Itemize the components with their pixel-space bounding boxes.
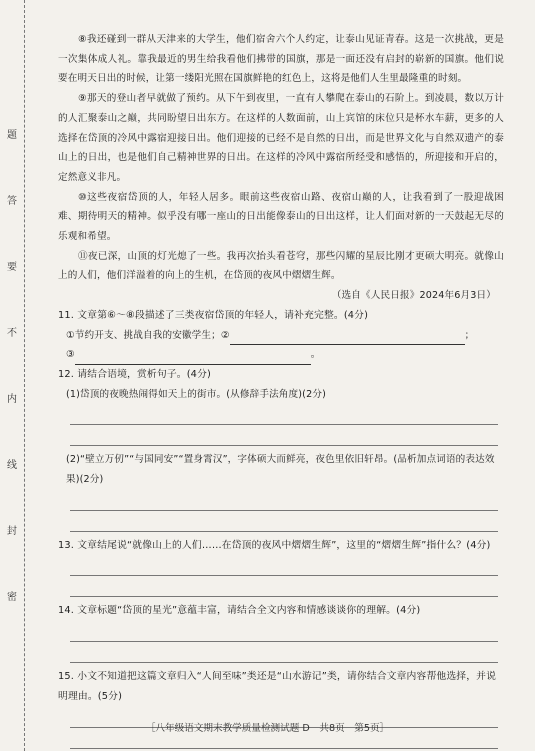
article-source: （选自《人民日报》2024年6月3日） (331, 290, 496, 302)
q11-item-3: ③ (66, 349, 75, 361)
q12-subquestion-1: (1)岱顶的夜晚热闹得如天上的街市。(从修辞手法角度)(2分) (66, 388, 326, 400)
question-15: 15. 小文不知道把这篇文章归入“人间至味”类还是“山水游记”类，请你结合文章内容帮他选择，并说明理由。(5分) (58, 671, 497, 702)
q12-1-answer-line-1[interactable] (70, 404, 498, 425)
margin-char-6: 线 (7, 460, 17, 471)
exam-content (58, 30, 504, 749)
q12-subquestion-2: (2)“壁立万仞”“与国同安”“置身霄汉”，字体硕大而鲜亮，夜色里依旧轩昂。(品析加点词语的表达效果)(2分) (66, 454, 495, 486)
q14-answer-line-1[interactable] (70, 621, 498, 642)
q11-item-1: ①节约开支、挑战自我的安徽学生；② (66, 329, 230, 341)
margin-char-4: 不 (7, 328, 17, 339)
margin-char-8: 密 (7, 592, 17, 603)
margin-char-3: 要 (7, 262, 17, 273)
article-paragraph-8: ⑧我还碰到一群从天津来的大学生，他们宿舍六个人约定，让泰山见证青春。这是一次挑战，更是一次集体成人礼。靠我最近的男生给我看他们拂带的国旗，那是一面还没有启封的崭新的国旗。他们说要在明天日出的时候，让第一缕阳光照在国旗鲜艳的红色上，这将是他们人生里最隆重的时刻。 (58, 34, 504, 85)
q11-row-2 (66, 345, 504, 365)
page-footer: ［八年级语文期末教学质量检测试题 D 共8页 第5页］ (145, 723, 390, 734)
q11-answer-blank-3[interactable] (75, 354, 311, 365)
q12-2-answer-line-1[interactable] (70, 490, 498, 511)
q11-item-3-end: 。 (310, 349, 321, 361)
question-13: 13. 文章结尾说“就像山上的人们……在岱顶的夜风中熠熠生辉”，这里的“熠熠生辉”指什么？(4分) (58, 539, 491, 551)
question-11: 11. 文章第⑥～⑧段描述了三类夜宿岱顶的年轻人，请补充完整。(4分) (58, 309, 369, 321)
margin-char-7: 封 (7, 526, 17, 537)
question-12: 12. 请结合语境，赏析句子。(4分) (58, 368, 211, 380)
q11-item-1-end: ； (464, 329, 475, 341)
binding-dashed-line (24, 0, 25, 751)
article-paragraph-10: ⑩这些夜宿岱顶的人，年轻人居多。眼前这些夜宿山路、夜宿山巅的人，让我看到了一股迎战困难、期待明天的精神。似乎没有哪一座山的日出能像泰山的日出这样，让人们面对新的一天鼓起无尽的乐观和希望。 (58, 191, 504, 243)
q13-answer-line-1[interactable] (70, 555, 498, 576)
margin-char-1: 题 (7, 130, 17, 141)
article-paragraph-11: ⑪夜已深，山顶的灯光熄了一些。我再次抬头看苍穹，那些闪耀的星辰比刚才更硕大明亮。就像山上的人们，他们洋溢着的向上的生机，在岱顶的夜风中熠熠生辉。 (58, 250, 504, 282)
margin-char-2: 答 (7, 196, 17, 207)
margin-char-5: 内 (7, 394, 17, 405)
article-paragraph-9: ⑨那天的登山者早就做了预约。从下午到夜里，一直有人攀爬在泰山的石阶上。到凌晨，数以万计的人汇聚泰山之巅，共同盼望日出东方。在这样的人数面前，山上宾馆的床位只是杯水车薪，更多的人选择在岱顶的冷风中露宿迎接日出。他们迎接的已经不是自然的日出，而是世界文化与自然双遗产的泰山上的日出，也是他们自己精神世界的日出。在这样的冷风中露宿所经受和感悟的，所迎接和开启的，定然意义非凡。 (58, 93, 504, 183)
q12-1-answer-line-2[interactable] (70, 425, 498, 446)
q11-answer-blank-2[interactable] (230, 334, 465, 345)
question-14: 14. 文章标题“岱顶的星光”意蕴丰富，请结合全文内容和情感谈谈你的理解。(4分) (58, 605, 421, 617)
q13-answer-line-2[interactable] (70, 576, 498, 597)
q12-2-answer-line-2[interactable] (70, 511, 498, 532)
binding-margin (0, 0, 34, 751)
q14-answer-line-2[interactable] (70, 642, 498, 663)
q11-row-1 (66, 326, 504, 346)
